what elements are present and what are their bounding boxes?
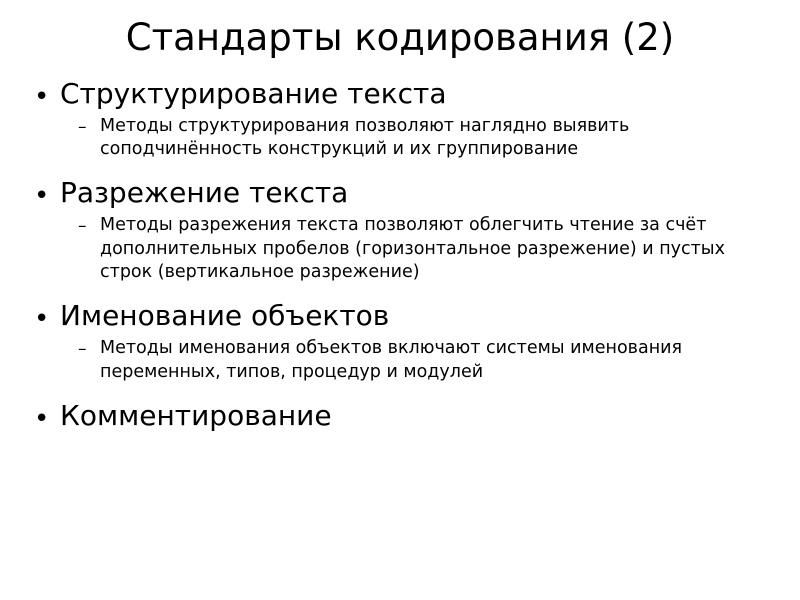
dash-icon: –: [78, 216, 87, 237]
bullet-icon: •: [34, 403, 50, 434]
bullet-icon: •: [34, 181, 50, 212]
sub-list-item: [34, 115, 770, 162]
bullet-icon: •: [34, 304, 50, 335]
slide-body: [0, 58, 800, 432]
list-item-heading: Именование объектов: [60, 299, 390, 333]
list-item: [34, 299, 770, 335]
dash-icon: –: [78, 339, 87, 360]
list-item-heading: Комментирование: [60, 398, 332, 432]
sub-list-item: [34, 337, 770, 384]
list-item: [34, 176, 770, 212]
dash-icon: –: [78, 116, 87, 137]
list-item: [34, 400, 770, 432]
page-title: Стандарты кодирования (2): [125, 16, 675, 59]
sub-list-item-text: Методы разрежения текста позволяют облегчить чтение за счёт дополнительных пробелов (горизонтальное разрежение) и пустых строк (вертикальное разрежение): [100, 215, 725, 283]
list-item-heading: Разрежение текста: [60, 176, 349, 210]
list-item: [34, 78, 770, 110]
sub-list-item-text: Методы структурирования позволяют наглядно выявить соподчинённость конструкций и их группирование: [100, 115, 630, 160]
sub-list-item-text: Методы именования объектов включают системы именования переменных, типов, процедур и модулей: [100, 338, 683, 382]
list-item-heading: Структурирование текста: [60, 76, 447, 110]
sub-list-item: [34, 214, 770, 284]
bullet-icon: •: [34, 81, 50, 112]
